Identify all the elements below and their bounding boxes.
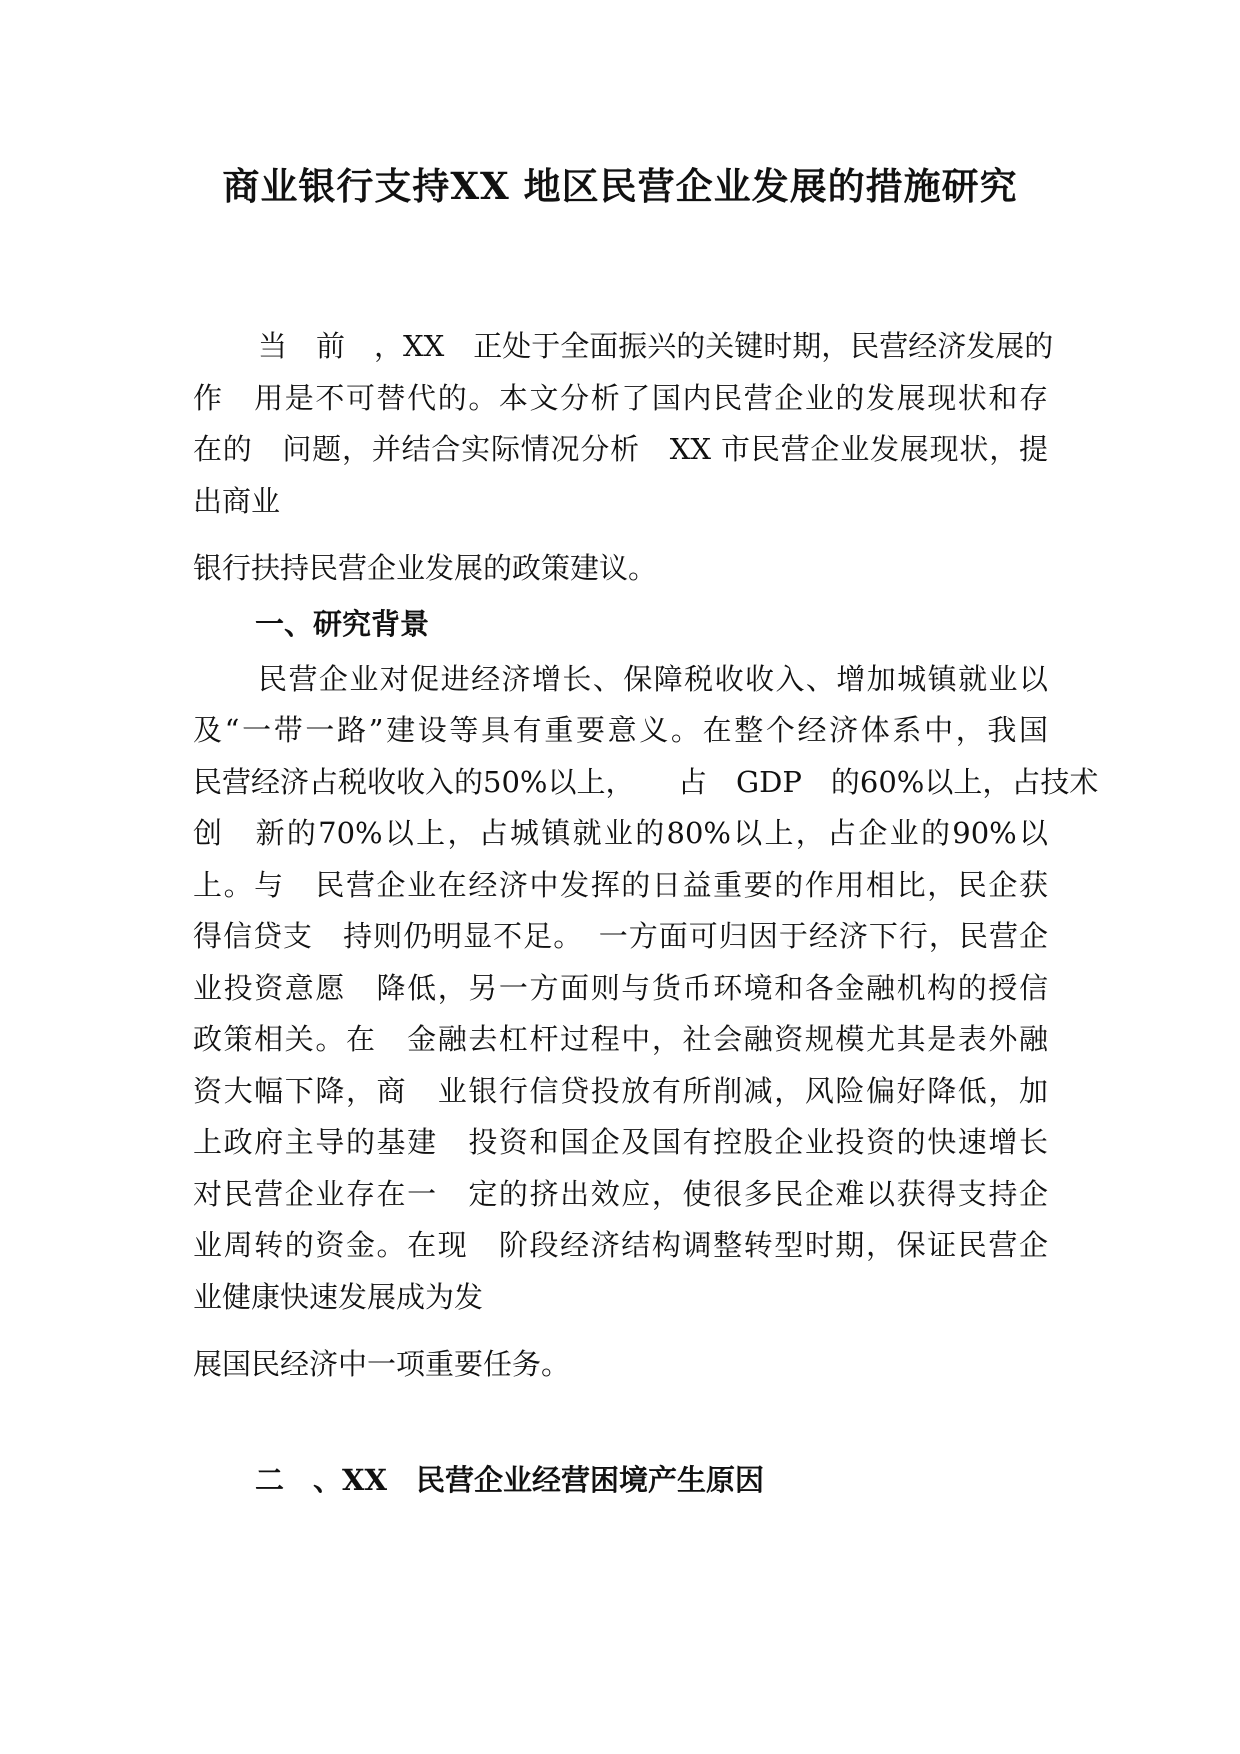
abstract-line: 银行扶持民营企业发展的政策建议。 [193,551,658,585]
section-1-line: 民营企业对促进经济增长、保障税收收入、增加城镇就业以 [258,662,1048,696]
section-1-line: 上政府主导的基建 投资和国企及国有控股企业投资的快速增长 [193,1125,1048,1159]
abstract-line: 出商业 [193,484,281,518]
section-1-line: 政策相关。在 金融去杠杆过程中，社会融资规模尤其是表外融 [193,1022,1048,1056]
abstract-line: 在的 问题，并结合实际情况分析 XX 市民营企业发展现状，提 [193,432,1048,466]
document-title: 商业银行支持XX 地区民营企业发展的措施研究 [222,164,1018,208]
section-1-heading: 一、研究背景 [255,607,430,641]
section-1-line: 及“一带一路”建设等具有重要意义。在整个经济体系中，我国 [193,713,1048,747]
abstract-line: 当 前 ，XX 正处于全面振兴的关键时期，民营经济发展的 [258,329,1054,363]
section-1-line: 得信贷支 持则仍明显不足。 一方面可归因于经济下行，民营企 [193,919,1048,953]
section-1-line: 业健康快速发展成为发 [193,1280,484,1314]
section-2-heading: 二 、XX 民营企业经营困境产生原因 [255,1463,765,1497]
section-1-line: 业周转的资金。在现 阶段经济结构调整转型时期，保证民营企 [193,1228,1048,1262]
section-1-line: 对民营企业存在一 定的挤出效应，使很多民企难以获得支持企 [193,1177,1048,1211]
section-1-line: 业投资意愿 降低，另一方面则与货币环境和各金融机构的授信 [193,971,1048,1005]
section-1-line: 上。与 民营企业在经济中发挥的日益重要的作用相比，民企获 [193,868,1048,902]
section-1-line: 资大幅下降，商 业银行信贷投放有所削减，风险偏好降低，加 [193,1074,1048,1108]
section-1-line: 民营经济占税收收入的50%以上， 占 GDP 的60%以上，占技术 [193,765,1099,799]
section-1-line: 创 新的70%以上，占城镇就业的80%以上，占企业的90%以 [193,816,1048,850]
abstract-line: 作 用是不可替代的。本文分析了国内民营企业的发展现状和存 [193,381,1048,415]
section-1-line: 展国民经济中一项重要任务。 [193,1347,571,1381]
